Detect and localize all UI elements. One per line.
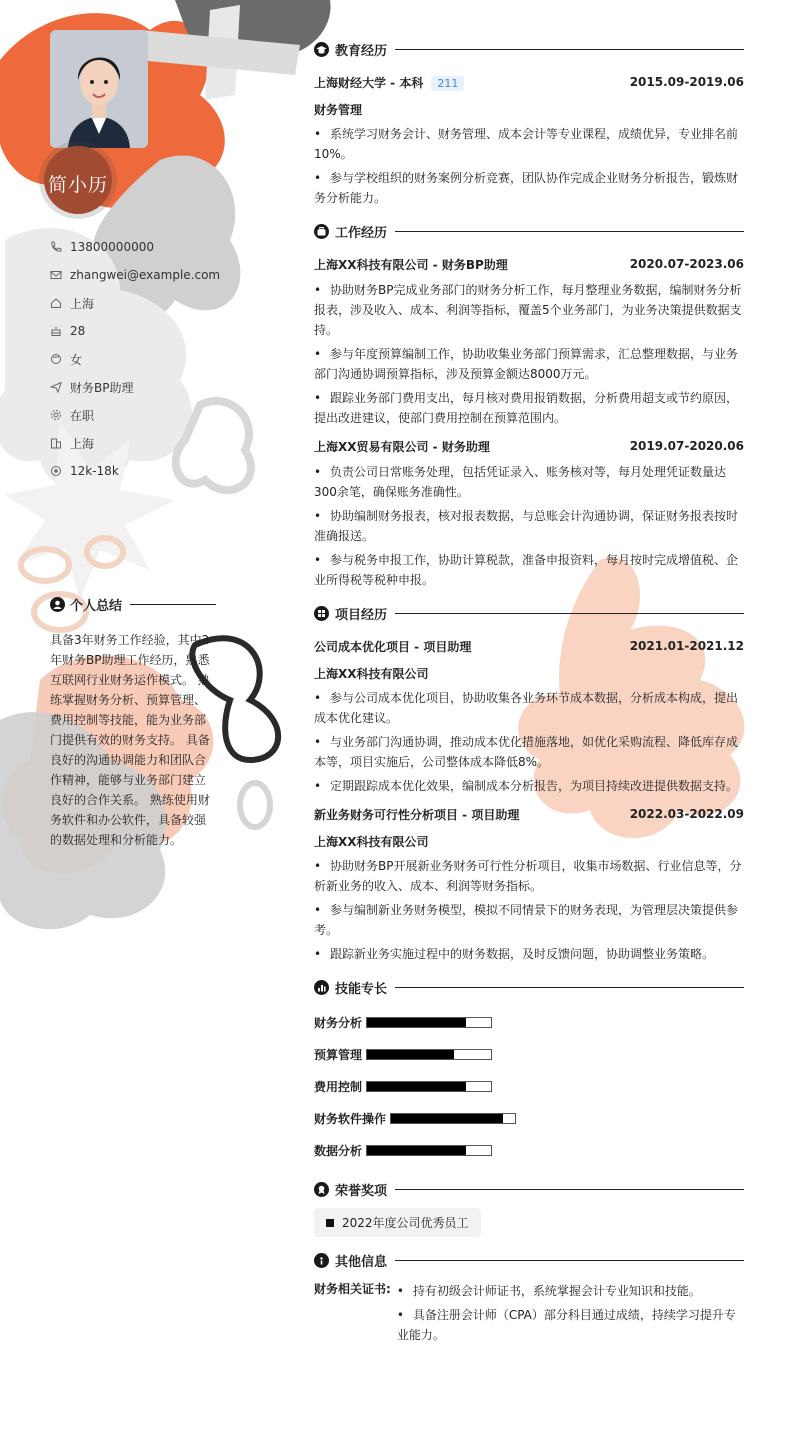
- project-header: [314, 800, 744, 828]
- divider: [395, 49, 744, 50]
- divider: [395, 231, 744, 232]
- list-item: • 参与年度预算编制工作，协助收集业务部门预算需求，汇总整理数据，与业务部门沟通协调预算指标，涉及预算金额达8000万元。: [314, 344, 744, 384]
- major: 财务管理: [314, 102, 363, 117]
- contact-email: [50, 261, 220, 289]
- project-title: 公司成本优化项目 - 项目助理: [314, 639, 472, 654]
- skill-name: 财务分析: [314, 1015, 363, 1030]
- award-icon: [314, 1182, 329, 1197]
- other-heading: [314, 1249, 744, 1271]
- contact-value: 财务BP助理: [70, 380, 134, 395]
- project-company: 上海XX科技有限公司: [314, 666, 429, 681]
- skill-bar-fill: [367, 1146, 466, 1155]
- awards-section: [314, 1178, 744, 1237]
- age-icon: [50, 325, 62, 337]
- skill-bar: [390, 1113, 516, 1124]
- divider: [395, 1260, 744, 1261]
- skill-bar-fill: [367, 1018, 466, 1027]
- contact-value: 上海: [70, 436, 95, 451]
- education-heading: [314, 38, 744, 60]
- school-name: 上海财经大学 - 本科: [314, 75, 424, 90]
- list-item: • 参与公司成本优化项目，协助收集各业务环节成本数据，分析成本构成，提出成本优化建议。: [314, 688, 744, 728]
- contact-gender: [50, 345, 220, 373]
- list-item: • 参与编制新业务财务模型，模拟不同情景下的财务表现，为管理层决策提供参考。: [314, 900, 744, 940]
- education-section: [314, 38, 744, 208]
- project-date: 2022.03-2022.09: [629, 807, 744, 821]
- briefcase-icon: [314, 224, 329, 239]
- list-item: • 协助编制财务报表，核对报表数据，与总账会计沟通协调，保证财务报表按时准确报送。: [314, 506, 744, 546]
- right-column: [314, 38, 744, 1361]
- awards-heading: [314, 1178, 744, 1200]
- divider: [395, 1189, 744, 1190]
- list-item: • 协助财务BP完成业务部门的财务分析工作，每月整理业务数据，编制财务分析报表，涉及收入、成本、利润等指标，覆盖5个业务部门，为业务决策提供数据支持。: [314, 280, 744, 340]
- project-section: [314, 602, 744, 964]
- education-bullets: [314, 124, 744, 208]
- job-title: 上海XX科技有限公司 - 财务BP助理: [314, 257, 508, 272]
- divider: [395, 613, 744, 614]
- user-icon: [50, 597, 65, 612]
- grid-icon: [314, 606, 329, 621]
- gender-icon: [50, 353, 62, 365]
- divider: [395, 987, 744, 988]
- email-icon: [50, 269, 62, 281]
- skill-name: 数据分析: [314, 1143, 363, 1158]
- contact-age: [50, 317, 220, 345]
- project-header: [314, 632, 744, 660]
- section-title: 个人总结: [70, 599, 123, 614]
- contact-salary: [50, 457, 220, 485]
- contact-value: 28: [70, 324, 86, 338]
- job-header: [314, 250, 744, 278]
- work-section: [314, 220, 744, 590]
- square-bullet-icon: [326, 1219, 334, 1227]
- contact-value: 12k-18k: [70, 464, 119, 478]
- list-item: • 协助财务BP开展新业务财务可行性分析项目，收集市场数据、行业信息等，分析新业务的收入、成本、利润等财务指标。: [314, 856, 744, 896]
- list-item: • 负责公司日常账务处理，包括凭证录入、账务核对等，每月处理凭证数量达300余笔，确保账务准确性。: [314, 462, 744, 502]
- list-item: • 系统学习财务会计、财务管理、成本会计等专业课程，成绩优异，专业排名前10%。: [314, 124, 744, 164]
- summary-heading: [50, 595, 216, 614]
- job-date: 2019.07-2020.06: [629, 439, 744, 453]
- certificate-label: 财务相关证书:: [314, 1282, 391, 1296]
- section-title: 项目经历: [335, 607, 388, 623]
- project-title: 新业务财务可行性分析项目 - 项目助理: [314, 807, 520, 822]
- project-bullets: [314, 856, 744, 964]
- home-icon: [50, 297, 62, 309]
- divider: [130, 604, 216, 605]
- school-tag: 211: [431, 76, 464, 91]
- contact-phone: [50, 233, 220, 261]
- skill-bar-fill: [367, 1082, 466, 1091]
- skills-heading: [314, 976, 744, 998]
- list-item: • 跟踪新业务实施过程中的财务数据，及时反馈问题，协助调整业务策略。: [314, 944, 744, 964]
- skill-row: [314, 1006, 744, 1038]
- project-heading: [314, 602, 744, 624]
- contact-list: [50, 233, 220, 485]
- skill-bar: [366, 1017, 492, 1028]
- job-title: 上海XX贸易有限公司 - 财务助理: [314, 439, 490, 454]
- list-item: • 参与税务申报工作，协助计算税款，准备申报资料，每月按时完成增值税、企业所得税等税种申报。: [314, 550, 744, 590]
- work-heading: [314, 220, 744, 242]
- project-date: 2021.01-2021.12: [629, 639, 744, 653]
- list-item: • 参与学校组织的财务案例分析竞赛，团队协作完成企业财务分析报告，锻炼财务分析能力。: [314, 168, 744, 208]
- skill-name: 费用控制: [314, 1079, 363, 1094]
- list-item: • 与业务部门沟通协调，推动成本优化措施落地，如优化采购流程、降低库存成本等，项目实施后，公司整体成本降低8%。: [314, 732, 744, 772]
- position-icon: [50, 381, 62, 393]
- project-company: 上海XX科技有限公司: [314, 834, 429, 849]
- bar-chart-icon: [314, 980, 329, 995]
- section-title: 工作经历: [335, 225, 388, 241]
- section-title: 技能专长: [335, 981, 388, 997]
- skill-bar: [366, 1049, 492, 1060]
- summary-text: 具备3年财务工作经验，其中2年财务BP助理工作经历，熟悉互联网行业财务运作模式。 熟练掌握财务分析、预算管理、费用控制等技能，能为业务部门提供有效的财务支持。 具备良好的沟通协调能力和团队合作精神，能够与业务部门建立良好的合作关系。 熟练使用财务软件和办公软件，具备较强的数据处理和分析能力。: [50, 633, 210, 847]
- skill-row: [314, 1134, 744, 1166]
- info-icon: [314, 1253, 329, 1268]
- list-item: • 具备注册会计师（CPA）部分科目通过成绩，持续学习提升专业能力。: [397, 1305, 744, 1345]
- skill-bar: [366, 1081, 492, 1092]
- education-date: 2015.09-2019.06: [629, 75, 744, 89]
- list-item: • 持有初级会计师证书，系统掌握会计专业知识和技能。: [397, 1281, 744, 1301]
- skill-row: [314, 1102, 744, 1134]
- skill-bar: [366, 1145, 492, 1156]
- certificate-bullets: [397, 1281, 744, 1349]
- contact-value: 上海: [70, 296, 95, 311]
- project-bullets: [314, 688, 744, 796]
- award-text: 2022年度公司优秀员工: [342, 1216, 469, 1230]
- skill-bar-fill: [391, 1114, 503, 1123]
- contact-value: zhangwei@example.com: [70, 268, 221, 282]
- section-title: 其他信息: [335, 1254, 388, 1270]
- job-header: [314, 432, 744, 460]
- job-date: 2020.07-2023.06: [629, 257, 744, 271]
- status-icon: [50, 409, 62, 421]
- contact-position: [50, 373, 220, 401]
- city-icon: [50, 437, 62, 449]
- contact-status: [50, 401, 220, 429]
- job-bullets: [314, 462, 744, 590]
- section-title: 教育经历: [335, 43, 388, 59]
- salary-icon: [50, 465, 62, 477]
- contact-city: [50, 429, 220, 457]
- skills-section: [314, 976, 744, 1166]
- skill-row: [314, 1038, 744, 1070]
- phone-icon: [50, 241, 62, 253]
- skill-bar-fill: [367, 1050, 454, 1059]
- avatar: [50, 30, 148, 148]
- education-header: [314, 68, 744, 96]
- job-bullets: [314, 280, 744, 428]
- graduation-cap-icon: [314, 42, 329, 57]
- school-line: [314, 74, 464, 91]
- contact-value: 女: [70, 352, 83, 367]
- list-item: • 定期跟踪成本优化效果，编制成本分析报告，为项目持续改进提供数据支持。: [314, 776, 744, 796]
- award-chip: [314, 1208, 481, 1237]
- skill-name: 预算管理: [314, 1047, 363, 1062]
- skill-name: 财务软件操作: [314, 1111, 387, 1126]
- profile-photo: [50, 30, 148, 148]
- candidate-name: 简小历: [48, 174, 109, 196]
- contact-home: [50, 289, 220, 317]
- section-title: 荣誉奖项: [335, 1183, 388, 1199]
- skill-row: [314, 1070, 744, 1102]
- certificate-block: [314, 1279, 744, 1349]
- contact-value: 13800000000: [70, 240, 154, 254]
- list-item: • 跟踪业务部门费用支出，每月核对费用报销数据，分析费用超支或节约原因，提出改进建议，使部门费用控制在预算范围内。: [314, 388, 744, 428]
- contact-value: 在职: [70, 408, 95, 423]
- other-section: [314, 1249, 744, 1349]
